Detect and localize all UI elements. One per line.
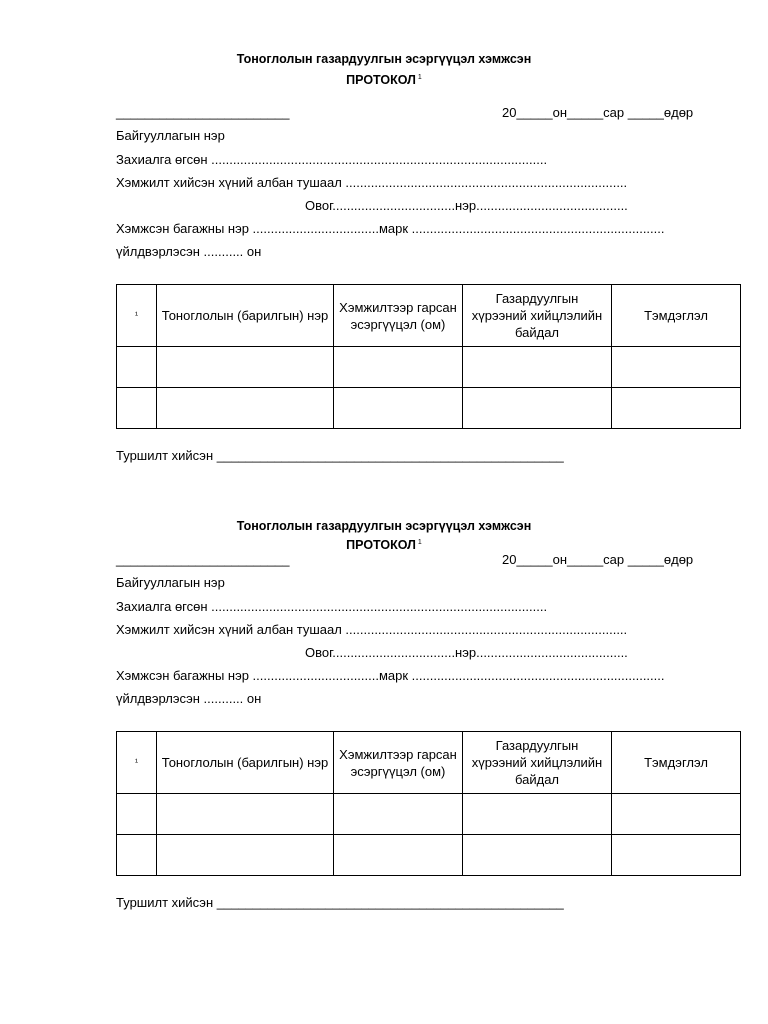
footnote-mark: 1 <box>417 74 422 81</box>
header-number: ¹ <box>117 285 157 347</box>
instrument-line: Хэмжсэн багажны нэр ...................................марк ...................................................................... <box>116 668 665 683</box>
header-notes: Тэмдэглэл <box>612 285 741 347</box>
tested-by-line: Туршилт хийсэн ________________________________________________ <box>116 448 564 463</box>
table-header-row <box>117 285 741 347</box>
position-line: Хэмжилт хийсэн хүний албан тушаал .............................................................................. <box>116 622 628 637</box>
ordered-by-line: Захиалга өгсөн ............................................................................................. <box>116 152 548 167</box>
table-cell[interactable] <box>157 347 334 388</box>
title-line-2: ПРОТОКОЛ <box>346 73 416 88</box>
table-header-row <box>117 732 741 794</box>
organization-blank: ________________________ <box>116 105 290 120</box>
manufactured-line: үйлдвэрлэсэн ........... он <box>116 691 262 706</box>
table-cell[interactable] <box>157 794 334 835</box>
table-cell[interactable] <box>117 388 157 429</box>
header-grounding-condition: Газардуулгын хүрээний хийцлэлийн байдал <box>463 285 612 347</box>
org-name-label: Байгууллагын нэр <box>116 128 225 143</box>
table-cell[interactable] <box>334 794 463 835</box>
table-row <box>117 835 741 876</box>
title-line-1: Тоноглолын газардуулгын эсэргүүцэл хэмжсэн <box>236 519 532 533</box>
table-cell[interactable] <box>463 794 612 835</box>
header-resistance: Хэмжилтээр гарсан эсэргүүцэл (ом) <box>334 732 463 794</box>
date-line: 20_____он_____сар _____өдөр <box>502 552 694 567</box>
header-equipment-name: Тоноглолын (барилгын) нэр <box>157 285 334 347</box>
table-cell[interactable] <box>117 347 157 388</box>
table-cell[interactable] <box>157 388 334 429</box>
table-cell[interactable] <box>334 388 463 429</box>
header-number: ¹ <box>117 732 157 794</box>
table-cell[interactable] <box>463 347 612 388</box>
table-cell[interactable] <box>612 794 741 835</box>
organization-blank: ________________________ <box>116 552 290 567</box>
measurement-table <box>116 284 741 429</box>
protocol-title <box>0 518 768 535</box>
table-row <box>117 347 741 388</box>
protocol-heading <box>0 69 768 89</box>
org-name-label: Байгууллагын нэр <box>116 575 225 590</box>
header-notes: Тэмдэглэл <box>612 732 741 794</box>
table-cell[interactable] <box>612 835 741 876</box>
header-grounding-condition: Газардуулгын хүрээний хийцлэлийн байдал <box>463 732 612 794</box>
date-line: 20_____он_____сар _____өдөр <box>502 105 694 120</box>
table-cell[interactable] <box>463 388 612 429</box>
table-row <box>117 794 741 835</box>
manufactured-line: үйлдвэрлэсэн ........... он <box>116 244 262 259</box>
footnote-mark: 1 <box>417 539 422 546</box>
instrument-line: Хэмжсэн багажны нэр ...................................марк ...................................................................... <box>116 221 665 236</box>
title-line-1: Тоноглолын газардуулгын эсэргүүцэл хэмжсэн <box>236 52 532 66</box>
measurement-table <box>116 731 741 876</box>
ordered-by-line: Захиалга өгсөн ............................................................................................. <box>116 599 548 614</box>
table-cell[interactable] <box>334 835 463 876</box>
table-cell[interactable] <box>157 835 334 876</box>
protocol-title <box>0 51 768 68</box>
table-cell[interactable] <box>117 794 157 835</box>
title-line-2: ПРОТОКОЛ <box>346 538 416 553</box>
table-cell[interactable] <box>117 835 157 876</box>
table-cell[interactable] <box>612 347 741 388</box>
header-resistance: Хэмжилтээр гарсан эсэргүүцэл (ом) <box>334 285 463 347</box>
table-cell[interactable] <box>463 835 612 876</box>
name-line: Овог..................................нэр.......................................... <box>305 645 628 660</box>
name-line: Овог..................................нэр.......................................... <box>305 198 628 213</box>
tested-by-line: Туршилт хийсэн ________________________________________________ <box>116 895 564 910</box>
header-equipment-name: Тоноглолын (барилгын) нэр <box>157 732 334 794</box>
table-row <box>117 388 741 429</box>
position-line: Хэмжилт хийсэн хүний албан тушаал .............................................................................. <box>116 175 628 190</box>
table-cell[interactable] <box>334 347 463 388</box>
table-cell[interactable] <box>612 388 741 429</box>
